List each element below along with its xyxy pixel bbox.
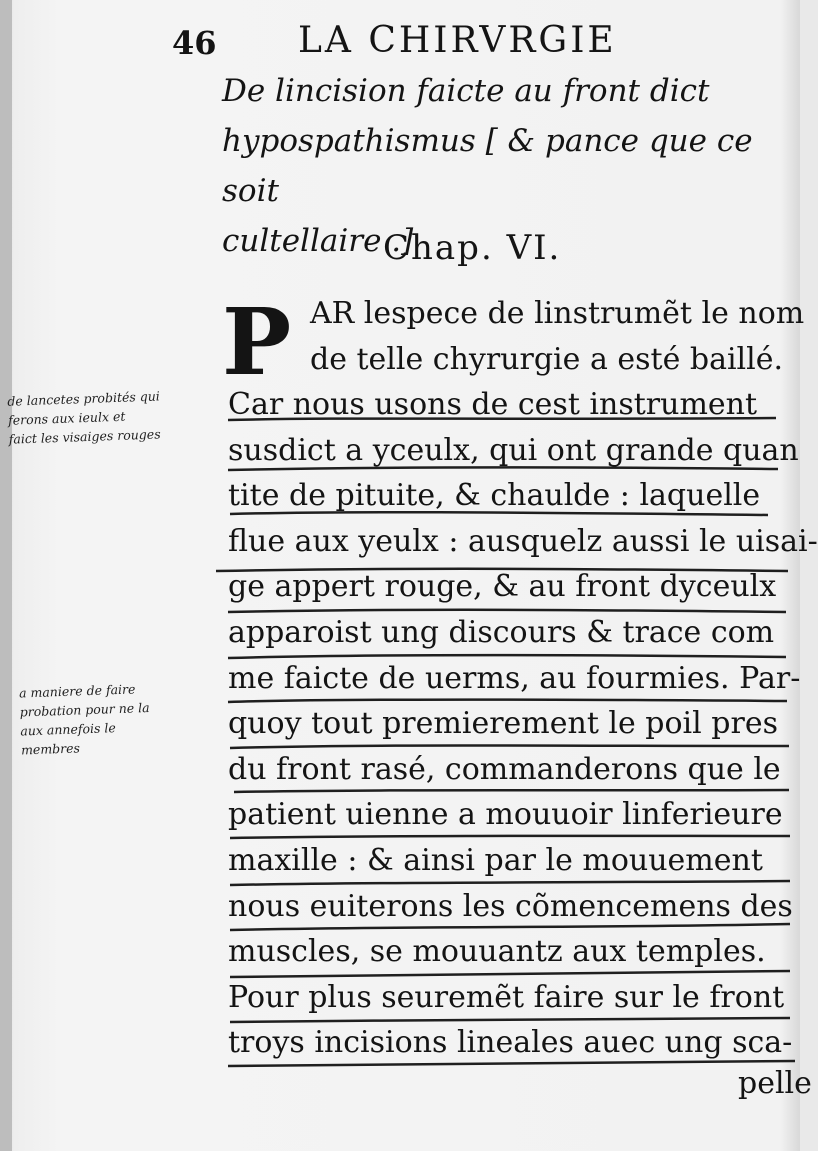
text-line: me faicte de uerms, au fourmies. Par- [228, 660, 801, 696]
chapter-title-line: hypospathismus [ & pance que ce soit [222, 123, 753, 209]
chapter-number: Chap. VI. [383, 228, 562, 268]
text-line: patient uienne a mouuoir linferieure [228, 797, 783, 833]
text-line: Pour plus seuremẽt faire sur le front [228, 979, 785, 1015]
chapter-title-line: cultellaire .] [222, 223, 414, 259]
marginal-note-line: aux annefois le [20, 720, 117, 739]
text-line: flue aux yeulx : ausquelz aussi le uisai- [228, 523, 818, 559]
text-line: ge appert rouge, & au front dyceulx [228, 569, 777, 605]
marginal-note-line: probation pour ne la [19, 699, 150, 720]
text-line: Car nous usons de cest instrument [228, 387, 758, 422]
text-line: quoy tout premierement le poil pres [228, 706, 778, 742]
text-line: troys incisions lineales auec ung sca- [228, 1025, 793, 1061]
running-head: LA CHIRVRGIE [298, 20, 617, 61]
marginal-note-line: a maniere de faire [18, 681, 136, 701]
text-line: muscles, se mouuantz aux temples. [228, 934, 766, 970]
text-line: apparoist ung discours & trace com [228, 614, 775, 650]
drop-cap: P [222, 288, 292, 396]
text-line: de telle chyrurgie a esté baillé. [310, 341, 784, 377]
page-number: 46 [172, 24, 217, 62]
text-line: tite de pituite, & chaulde : laquelle [228, 478, 761, 514]
marginal-note-line: faict les visaiges rouges [8, 426, 161, 447]
catchword: pelle [738, 1066, 812, 1101]
text-line: nous euiterons les cõmencemens des [228, 888, 793, 924]
marginal-note-line: ferons aux ieulx et [7, 408, 126, 428]
text-line: maxille : & ainsi par le mouuement [228, 842, 763, 878]
text-line: du front rasé, commanderons que le [228, 751, 781, 787]
marginal-note-line: de lancetes probités qui [7, 388, 161, 409]
chapter-title-line: De lincision faicte au front dict [222, 73, 710, 109]
marginal-note-line: membres [20, 740, 81, 758]
text-line: AR lespece de linstrumẽt le nom [310, 296, 805, 331]
text-line: susdict a yceulx, qui ont grande quan [228, 432, 799, 468]
